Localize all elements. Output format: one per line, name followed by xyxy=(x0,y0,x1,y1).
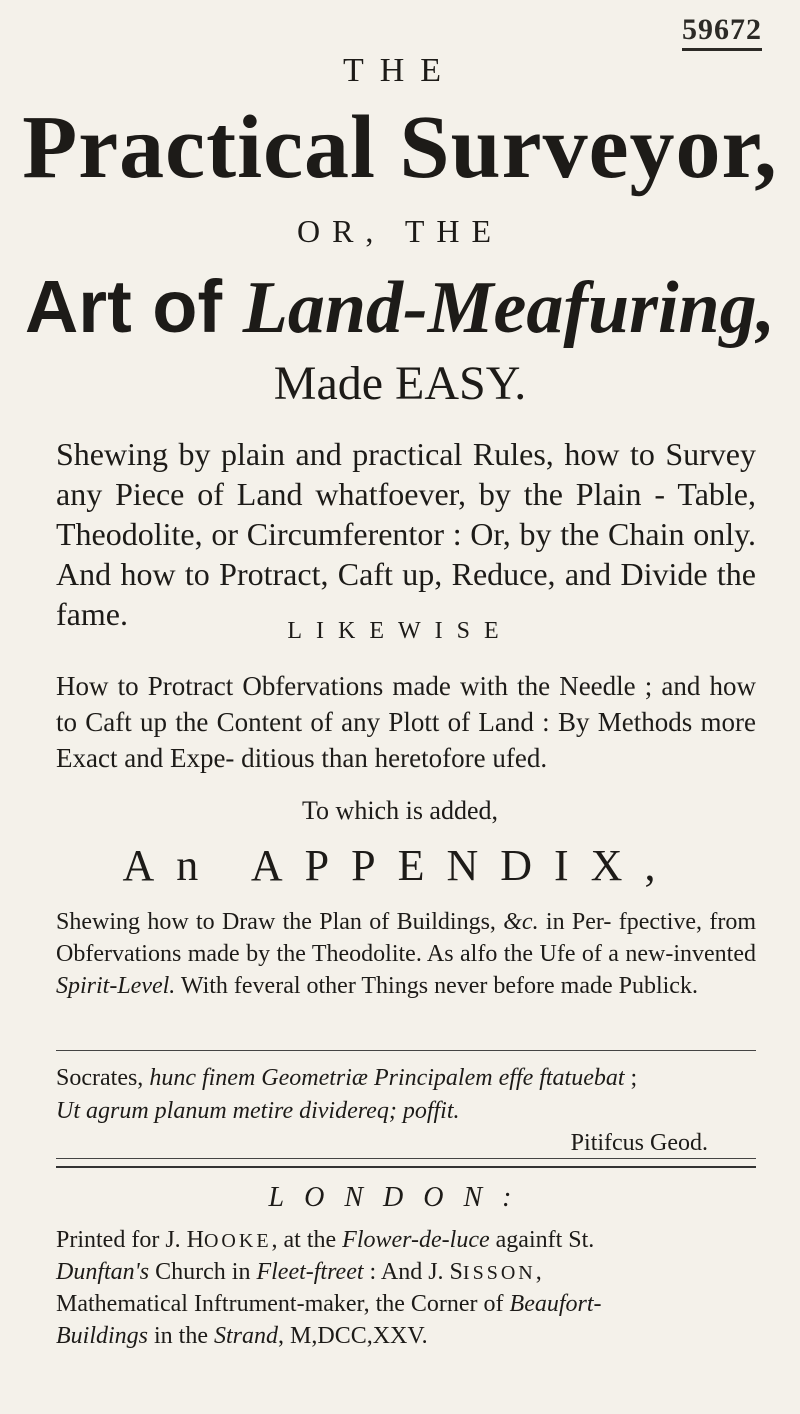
imprint-beaufort: Beaufort- xyxy=(509,1291,602,1317)
appendix-text-b: in Per- fpective, from Obfervations made by the Theodolite. As alfo the Ufe of a new-invented xyxy=(56,909,757,967)
likewise-paragraph: How to Protract Obfervations made with the Needle ; and how to Caft up the Content of any Plott of Land : By Methods more Exact and Expe- ditious than heretofore ufed. xyxy=(56,671,756,773)
epigraph-source: Pitifcus Geod. xyxy=(570,1130,708,1156)
epigraph-latin-1: hunc finem Geometriæ Principalem effe ftatuebat xyxy=(149,1065,625,1091)
divider-rule-thick xyxy=(56,1166,756,1168)
appendix-spirit-level: Spirit-Level. xyxy=(56,973,176,999)
imprint-comma: , xyxy=(535,1259,542,1285)
imprint-line-3 xyxy=(56,1288,756,1320)
appendix-text-c: With feveral other Things never before made Publick. xyxy=(175,973,698,999)
likewise-heading: LIKEWISE xyxy=(287,618,513,644)
imprint-instrument-maker: Mathematical Inftrument-maker, the Corner of xyxy=(56,1291,510,1317)
divider-rule-mid xyxy=(56,1158,756,1159)
imprint-date: , M,DCC,XXV. xyxy=(278,1323,428,1349)
imprint-line-1 xyxy=(56,1224,756,1257)
imprint-in-the: in the xyxy=(148,1323,215,1349)
imprint-fleet-street: Fleet-ftreet xyxy=(256,1259,364,1285)
title-land-measuring: Land-Meafuring, xyxy=(242,267,776,349)
epigraph-line-2 xyxy=(56,1095,756,1128)
title-the: THE xyxy=(342,52,458,89)
imprint-sisson: ISSON xyxy=(462,1262,536,1284)
imprint-dunstans: Dunftan's xyxy=(56,1259,150,1285)
imprint-city: LONDON: xyxy=(268,1182,532,1213)
imprint-church-in: Church in xyxy=(149,1259,257,1285)
epigraph-line-1 xyxy=(56,1062,756,1095)
imprint-and-j: : And J. S xyxy=(363,1259,463,1285)
shelfmark: 59672 xyxy=(682,12,762,51)
appendix-intro: To which is added, xyxy=(301,796,499,825)
imprint-strand: Strand xyxy=(214,1323,279,1349)
title-or-the: OR, THE xyxy=(296,213,504,249)
appendix-text-a: Shewing how to Draw the Plan of Buildings, xyxy=(56,909,504,935)
imprint-against: againft St. xyxy=(489,1227,595,1253)
imprint-printed-for: Printed for J. H xyxy=(56,1227,204,1253)
imprint-at-the: , at the xyxy=(271,1227,343,1253)
epigraph-name: Socrates, xyxy=(56,1065,150,1091)
epigraph-latin-2: Ut agrum planum metire dividereq; poffit. xyxy=(56,1098,460,1124)
imprint-buildings: Buildings xyxy=(56,1323,149,1349)
title-main: Practical Surveyor, xyxy=(22,98,778,197)
imprint-line-4 xyxy=(56,1320,756,1352)
appendix-paragraph xyxy=(56,906,756,1002)
title-subtitle xyxy=(0,262,800,353)
appendix-heading: An APPENDIX, xyxy=(122,841,678,890)
appendix-etc: &c. xyxy=(503,909,539,935)
description-paragraph: Shewing by plain and practical Rules, how to Survey any Piece of Land whatfoever, by the Plain - Table, Theodolite, or Circumferentor : Or, by the Chain only. And how to Protract, Caft up, Reduce, and Divide the fame. xyxy=(56,436,756,632)
imprint-hooke: OOKE xyxy=(203,1230,272,1252)
imprint-line-2 xyxy=(56,1256,756,1289)
epigraph-punct: ; xyxy=(624,1065,638,1091)
imprint-flower-de-luce: Flower-de-luce xyxy=(342,1227,490,1253)
divider-rule-top xyxy=(56,1050,756,1051)
title-art-of: Art of xyxy=(24,265,243,348)
title-made-easy: Made EASY. xyxy=(273,357,527,410)
